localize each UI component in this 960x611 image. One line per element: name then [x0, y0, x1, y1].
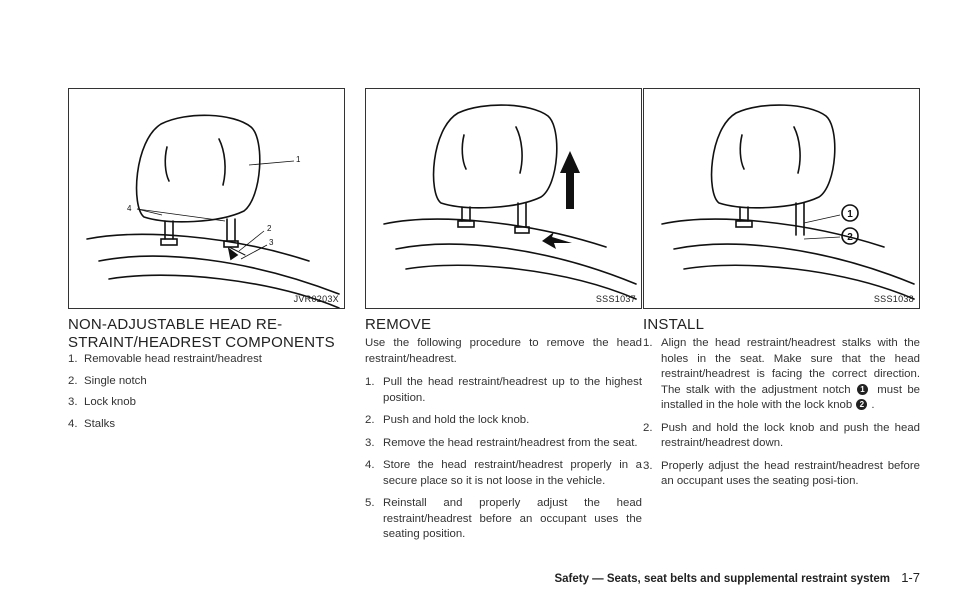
section-heading-remove: REMOVE: [365, 316, 432, 333]
page-footer: [554, 570, 920, 585]
section-heading-components: [68, 316, 335, 352]
list-item: 2. Push and hold the lock knob and push the head restraint/headrest down.: [643, 421, 920, 449]
list-item: 4. Stalks: [68, 417, 116, 430]
figure-code: SSS1038: [873, 294, 914, 304]
marker-2-icon: 2: [856, 399, 867, 410]
callout-3: 3: [269, 238, 274, 247]
figure-code: SSS1037: [595, 294, 636, 304]
components-list-block: [68, 352, 345, 438]
install-steps: [643, 336, 920, 490]
list-item: 3. Properly adjust the head restraint/headrest before an occupant uses the seating posi-tion.: [643, 459, 920, 487]
list-item: 4. Store the head restraint/headrest properly in a secure place so it is not loose in the vehicle.: [365, 459, 642, 487]
list-item: 3. Remove the head restraint/headrest from the seat.: [365, 436, 638, 449]
figure-remove: [365, 88, 642, 309]
remove-steps: [365, 375, 642, 543]
callout-1: 1: [847, 209, 853, 220]
heading-line-1: NON-ADJUSTABLE HEAD RE-: [68, 316, 283, 333]
list-item: 1. Align the head restraint/headrest stalks with the holes in the seat. Make sure that the head restraint/headrest is facing the correct direction. The stalk with the adjustment notch 1 must be installed in the hole with the lock knob 2 .: [643, 337, 921, 411]
figure-install: [643, 88, 920, 309]
page-number: 1-7: [901, 570, 920, 585]
marker-1-icon: 1: [857, 384, 868, 395]
list-item: 2. Push and hold the lock knob.: [365, 414, 530, 426]
list-item: 2. Single notch: [68, 374, 147, 387]
list-item: 3. Lock knob: [68, 396, 136, 408]
list-item: 1. Pull the head restraint/headrest up to the highest position.: [365, 376, 642, 404]
section-heading-install: INSTALL: [643, 316, 705, 333]
heading-line-2: STRAINT/HEADREST COMPONENTS: [68, 334, 335, 351]
footer-section-title: Safety — Seats, seat belts and supplemental restraint system: [554, 573, 890, 585]
list-item: 1. Removable head restraint/headrest: [68, 353, 262, 365]
callout-2: 2: [847, 232, 853, 243]
install-text-block: [643, 336, 920, 497]
headrest-install-illustration: [644, 89, 919, 308]
callout-1: 1: [296, 155, 301, 164]
callout-2: 2: [267, 224, 272, 233]
headrest-components-illustration: [69, 89, 344, 308]
headrest-remove-illustration: [366, 89, 641, 308]
components-list: [68, 352, 345, 432]
callout-4: 4: [127, 204, 132, 213]
remove-intro: Use the following procedure to remove the head restraint/headrest.: [365, 337, 642, 365]
list-item: 5. Reinstall and properly adjust the head restraint/headrest before an occupant uses the seating position.: [365, 497, 642, 540]
figure-code: JVR0203X: [293, 294, 339, 304]
figure-headrest-components: [68, 88, 345, 309]
remove-text-block: [365, 336, 642, 550]
